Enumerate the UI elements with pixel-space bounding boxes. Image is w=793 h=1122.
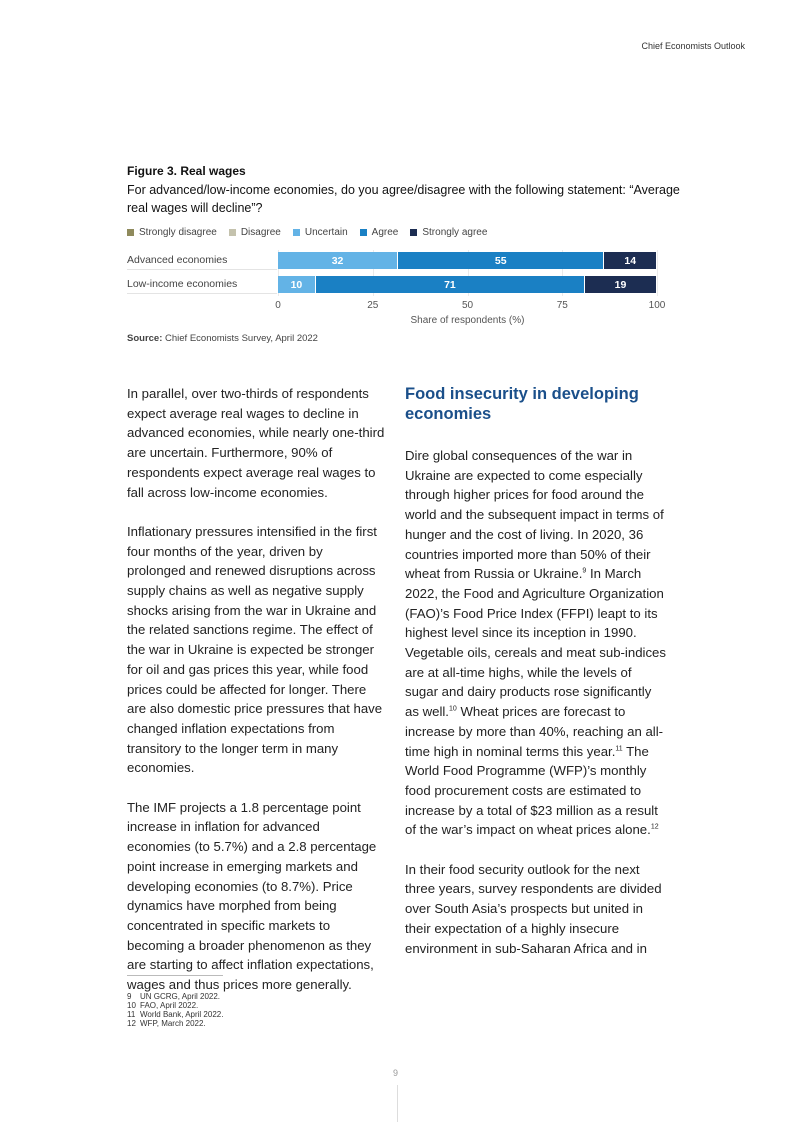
figure-source <box>127 333 318 344</box>
legend-swatch <box>410 229 417 236</box>
legend-label: Agree <box>371 227 399 238</box>
page-number-rule <box>397 1085 398 1122</box>
legend-swatch <box>127 229 134 236</box>
legend-label: Disagree <box>240 227 281 238</box>
paragraph: In parallel, over two-thirds of respondents expect average real wages to decline in advanced economies, while nearly one-third are uncertain. Furthermore, 90% of respondents expect average real wages to fall across low-income economies. <box>127 386 385 500</box>
bar-segment-agree: 71 <box>316 276 584 293</box>
paragraph: In their food security outlook for the next three years, survey respondents are divided over South Asia’s prospects but united in their expectation of a highly insecure environment in sub-Saharan Africa and in <box>405 861 662 956</box>
footnotes <box>127 992 223 1028</box>
legend-item <box>229 227 281 238</box>
footnote: 12 WFP, March 2022. <box>127 1019 206 1028</box>
footnote-ref[interactable]: 9 <box>582 567 587 575</box>
legend-swatch <box>229 229 236 236</box>
x-tick-label: 50 <box>461 300 474 311</box>
footnote-ref[interactable]: 12 <box>650 823 659 831</box>
footnote: 11 World Bank, April 2022. <box>127 1010 224 1019</box>
legend-item <box>410 227 487 238</box>
row-divider <box>127 269 277 270</box>
legend-swatch <box>360 229 367 236</box>
legend-item <box>293 227 348 238</box>
footnote: 10 FAO, April 2022. <box>127 1001 199 1010</box>
bar-segment-uncertain: 10 <box>278 276 315 293</box>
right-column <box>405 384 667 978</box>
left-column <box>127 384 385 1014</box>
x-tick-label: 25 <box>367 300 379 311</box>
legend-label: Strongly agree <box>422 227 488 238</box>
paragraph: Inflationary pressures intensified in the first four months of the year, driven by prolonged and renewed disruptions across supply chains as well as negative supply shocks arising from the war in Ukraine and the related sanctions regime. The effect of the war in Ukraine is expected be stronger for oil and gas prices this year, while food prices could be affected for longer. There are also domestic price pressures that have changed inflation expectations from transitory to the longer term in many economies. <box>127 523 383 776</box>
x-tick-label: 75 <box>556 300 568 311</box>
category-label: Low-income economies <box>127 278 238 290</box>
bar-segment-strongly-agree: 14 <box>604 252 656 269</box>
paragraph <box>405 446 667 840</box>
legend-label: Strongly disagree <box>139 227 217 238</box>
footnote-ref[interactable]: 10 <box>448 705 457 713</box>
bar-segment-strongly-agree: 19 <box>585 276 656 293</box>
category-label: Advanced economies <box>127 254 228 266</box>
chart-legend <box>127 227 487 238</box>
section-heading: Food insecurity in developing economies <box>405 385 639 423</box>
running-header: Chief Economists Outlook <box>641 41 745 51</box>
text: The World Food Programme (WFP)’s monthly food procurement costs are estimated to increase by a total of $23 million as a result of the war’s impact on wheat prices alone. <box>405 743 658 838</box>
legend-swatch <box>293 229 300 236</box>
paragraph: The IMF projects a 1.8 percentage point increase in inflation for advanced economies (to 5.7%) and a 2.8 percentage point increase in emerging markets and developing economies (to 8.7%). Price dynamics have morphed from being concentrated in specific markets to becoming a broader phenomenon as they are starting to affect inflation expectations, wages and thus prices more generally. <box>127 799 377 993</box>
x-tick-label: 100 <box>648 300 666 311</box>
figure-question: For advanced/low-income economies, do you agree/disagree with the following statement: “Average real wages will decline”? <box>127 183 680 215</box>
text: Wheat prices are forecast to increase by more than 40%, reaching an all-time high in nominal terms this year. <box>405 704 664 759</box>
text: In March 2022, the Food and Agriculture Organization (FAO)’s Food Price Index (FFPI) leapt to its highest level since its inception in 1990. Vegetable oils, cereals and meat sub-indices are at all-time highs, while the levels of sugar and dairy products rose significantly as well. <box>405 566 666 720</box>
source-text: Chief Economists Survey, April 2022 <box>162 333 318 344</box>
legend-item <box>127 227 217 238</box>
footnote-divider <box>127 975 223 976</box>
gridline <box>657 250 658 296</box>
footnote-ref[interactable]: 11 <box>615 745 623 753</box>
x-tick-label: 0 <box>275 300 281 311</box>
legend-label: Uncertain <box>304 227 348 238</box>
bar-segment-uncertain: 32 <box>278 252 397 269</box>
footnote: 9 UN GCRG, April 2022. <box>127 992 221 1001</box>
row-divider <box>127 293 277 294</box>
text: Dire global consequences of the war in Ukraine are expected to come especially through higher prices for food around the world and the subsequent impact in terms of hunger and the cost of living. In 2020, 36 countries imported more than 50% of their wheat from Russia or Ukraine. <box>405 448 664 582</box>
legend-item <box>360 227 399 238</box>
bar-segment-agree: 55 <box>398 252 603 269</box>
page-number: 9 <box>393 1068 399 1078</box>
figure-title: Figure 3. Real wages <box>127 164 246 178</box>
x-axis-label: Share of respondents (%) <box>410 315 525 326</box>
source-label: Source: <box>127 333 163 344</box>
